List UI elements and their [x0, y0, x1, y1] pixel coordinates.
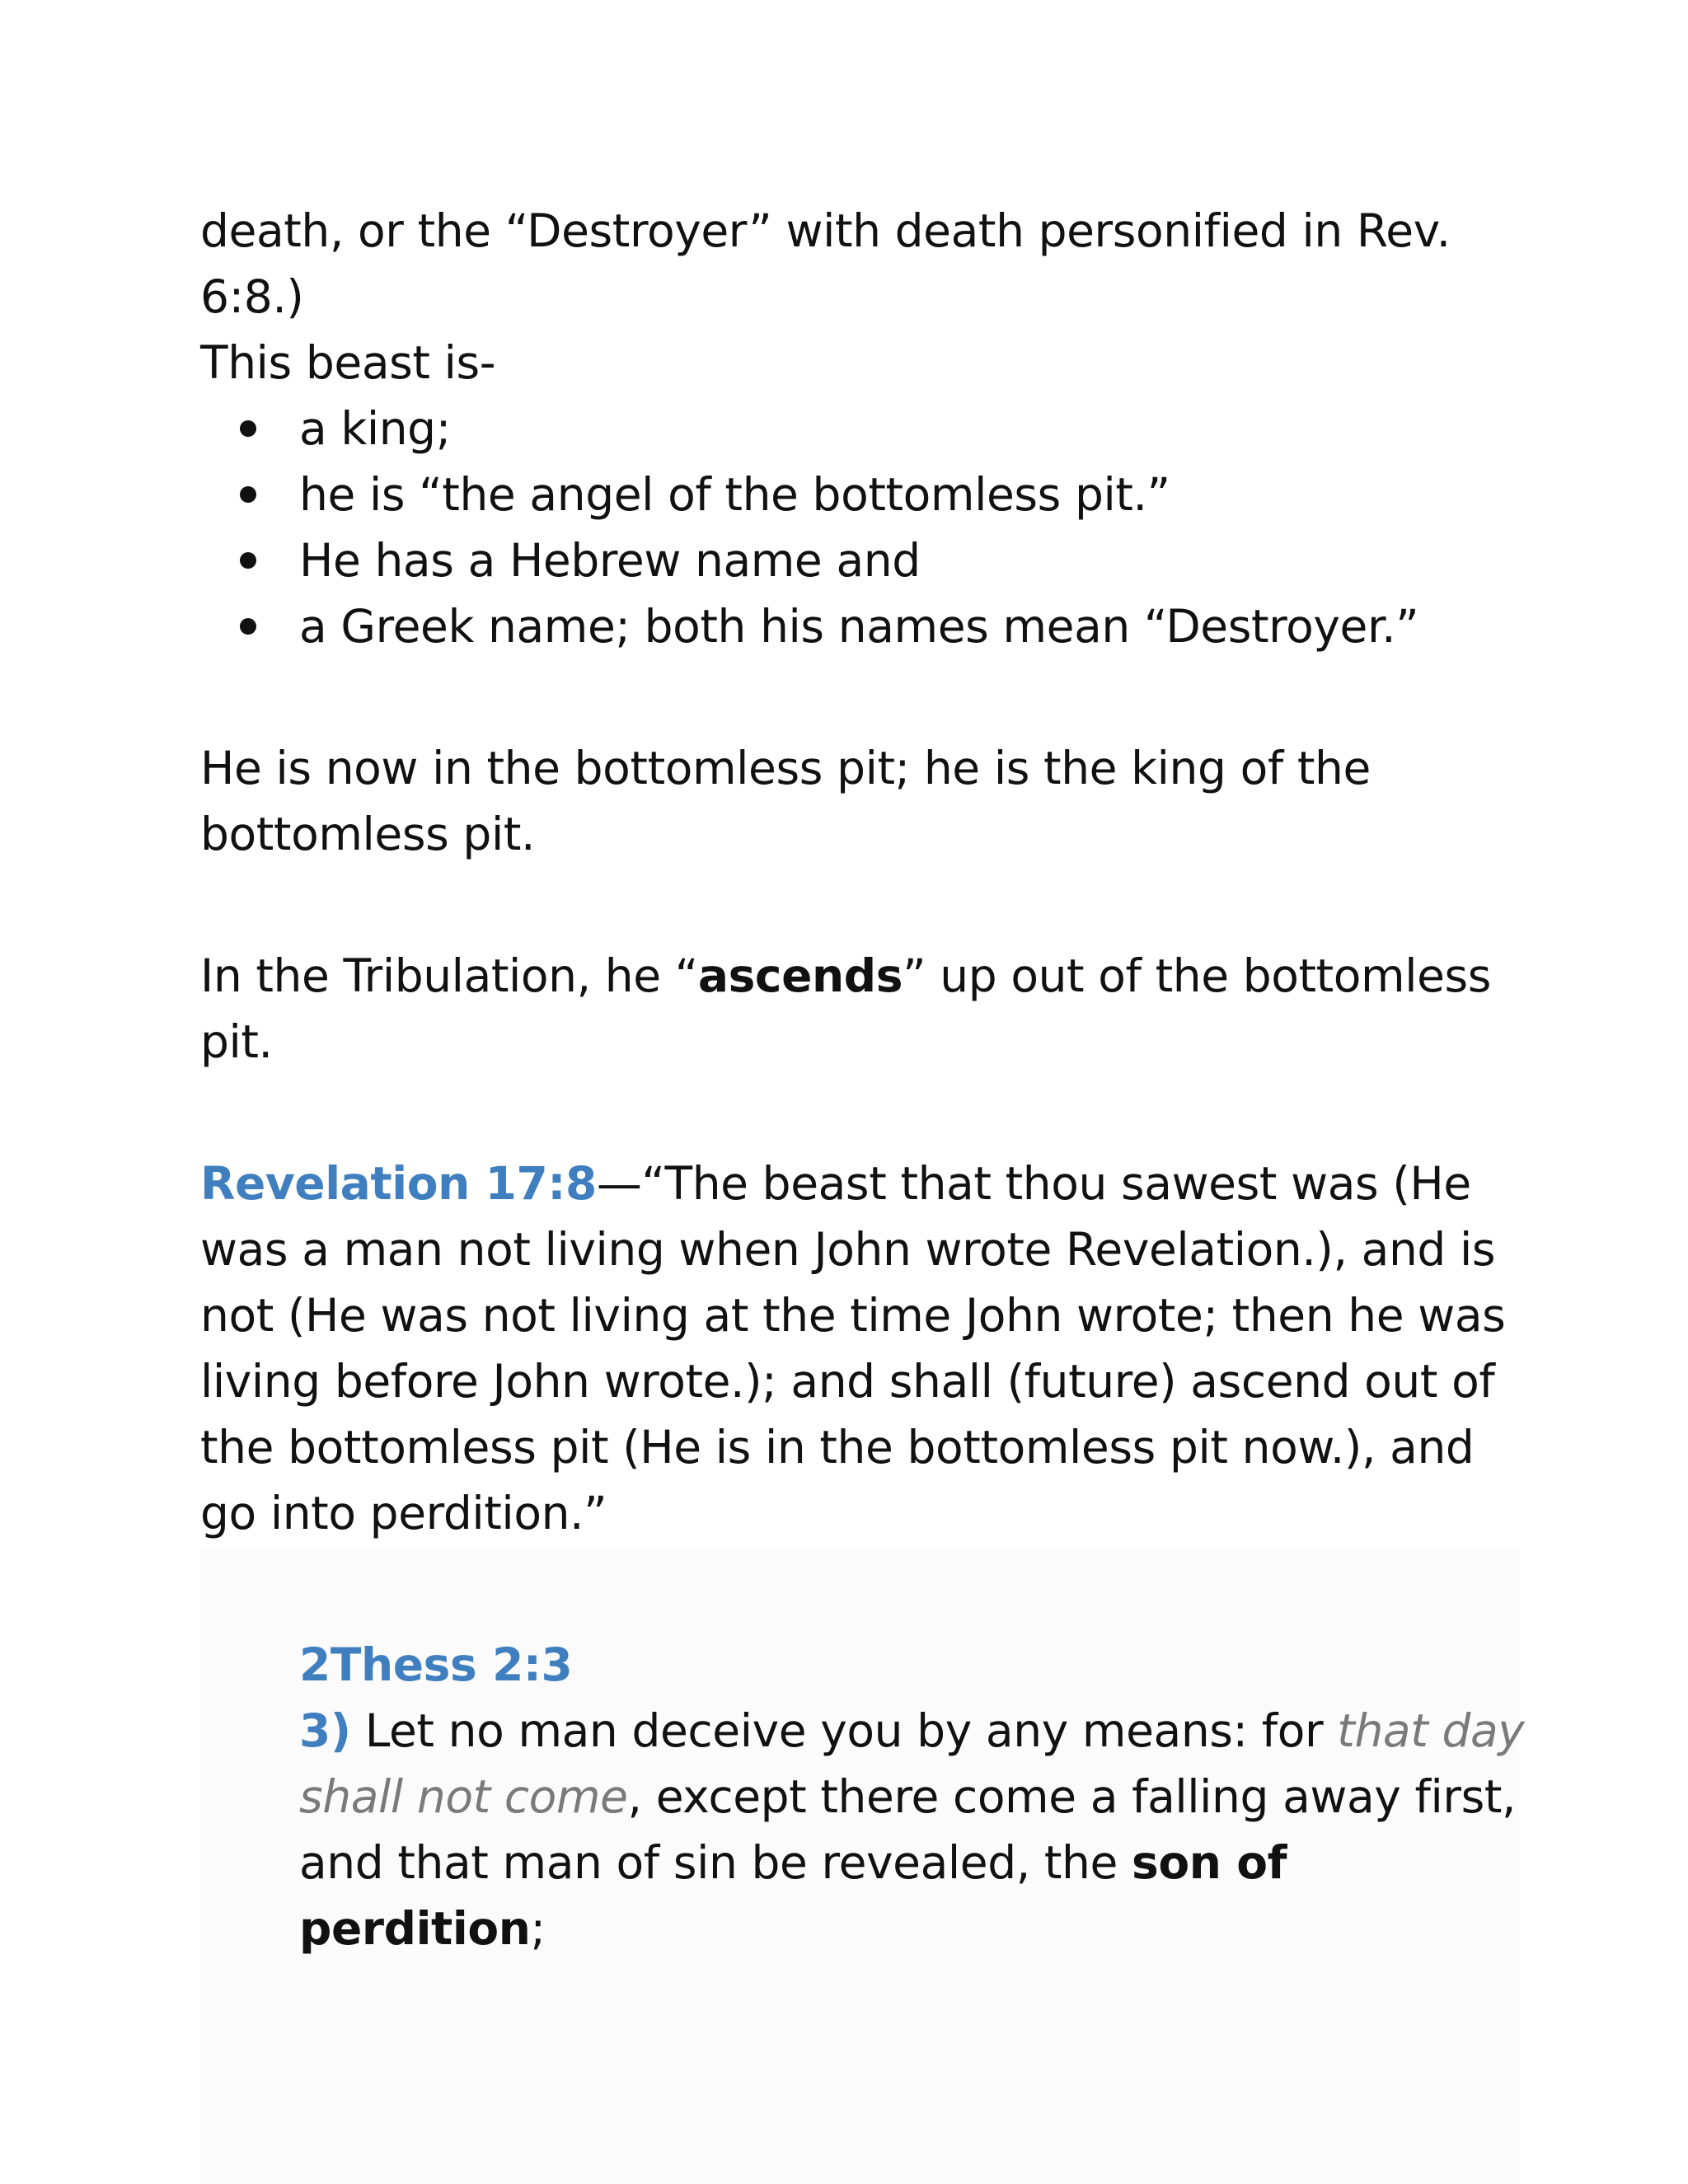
revelation-line-5: the bottomless pit (He is in the bottomless pit now.), and [200, 1421, 1475, 1474]
revelation-line-6: go into perdition.” [200, 1487, 607, 1540]
paragraph-ascends-line-1: In the Tribulation, he “ascends” up out of the bottomless [200, 949, 1492, 1002]
list-item: a king; [200, 396, 1486, 462]
spacer [200, 867, 1486, 943]
bullet-icon [240, 420, 256, 437]
revelation-line-1: Revelation 17:8—“The beast that thou sawest was (He [200, 1157, 1471, 1210]
intro-line-1: death, or the “Destroyer” with death personified in Rev. [200, 204, 1451, 257]
ascends-emphasis: ascends [697, 949, 903, 1002]
paragraph-ascends-line-2: pit. [200, 1015, 273, 1068]
verse-number: 3) [299, 1704, 351, 1757]
revelation-line-2: was a man not living when John wrote Revelation.), and is [200, 1223, 1496, 1276]
bullet-icon [240, 486, 256, 503]
paragraph-now-line-1: He is now in the bottomless pit; he is the king of the [200, 742, 1371, 794]
revelation-line-3: not (He was not living at the time John wrote; then he was [200, 1289, 1506, 1342]
thessalonians-quote [299, 1632, 1525, 1961]
body-text [200, 198, 1525, 1961]
spacer [200, 659, 1486, 735]
thess-line-2: shall not come, except there come a falling away first, [299, 1770, 1517, 1823]
intro-line-3: This beast is- [200, 336, 496, 389]
paragraph-now-line-2: bottomless pit. [200, 808, 536, 860]
list-item: He has a Hebrew name and [200, 527, 1486, 593]
list-item: a Greek name; both his names mean “Destroyer.” [200, 593, 1486, 659]
bullet-icon [240, 552, 256, 569]
list-item: he is “the angel of the bottomless pit.” [200, 462, 1486, 527]
beast-attributes-list [200, 396, 1486, 659]
thess-line-3: and that man of sin be revealed, the son of [299, 1836, 1287, 1889]
revelation-reference: Revelation 17:8 [200, 1157, 597, 1210]
revelation-line-4: living before John wrote.); and shall (future) ascend out of [200, 1355, 1495, 1408]
bullet-icon [240, 618, 256, 635]
thess-line-4: perdition; [299, 1902, 546, 1955]
thess-reference: 2Thess 2:3 [299, 1638, 573, 1691]
spacer [200, 1075, 1486, 1151]
thess-line-1: 3) Let no man deceive you by any means: for that day [299, 1704, 1525, 1757]
intro-line-2: 6:8.) [200, 270, 304, 323]
